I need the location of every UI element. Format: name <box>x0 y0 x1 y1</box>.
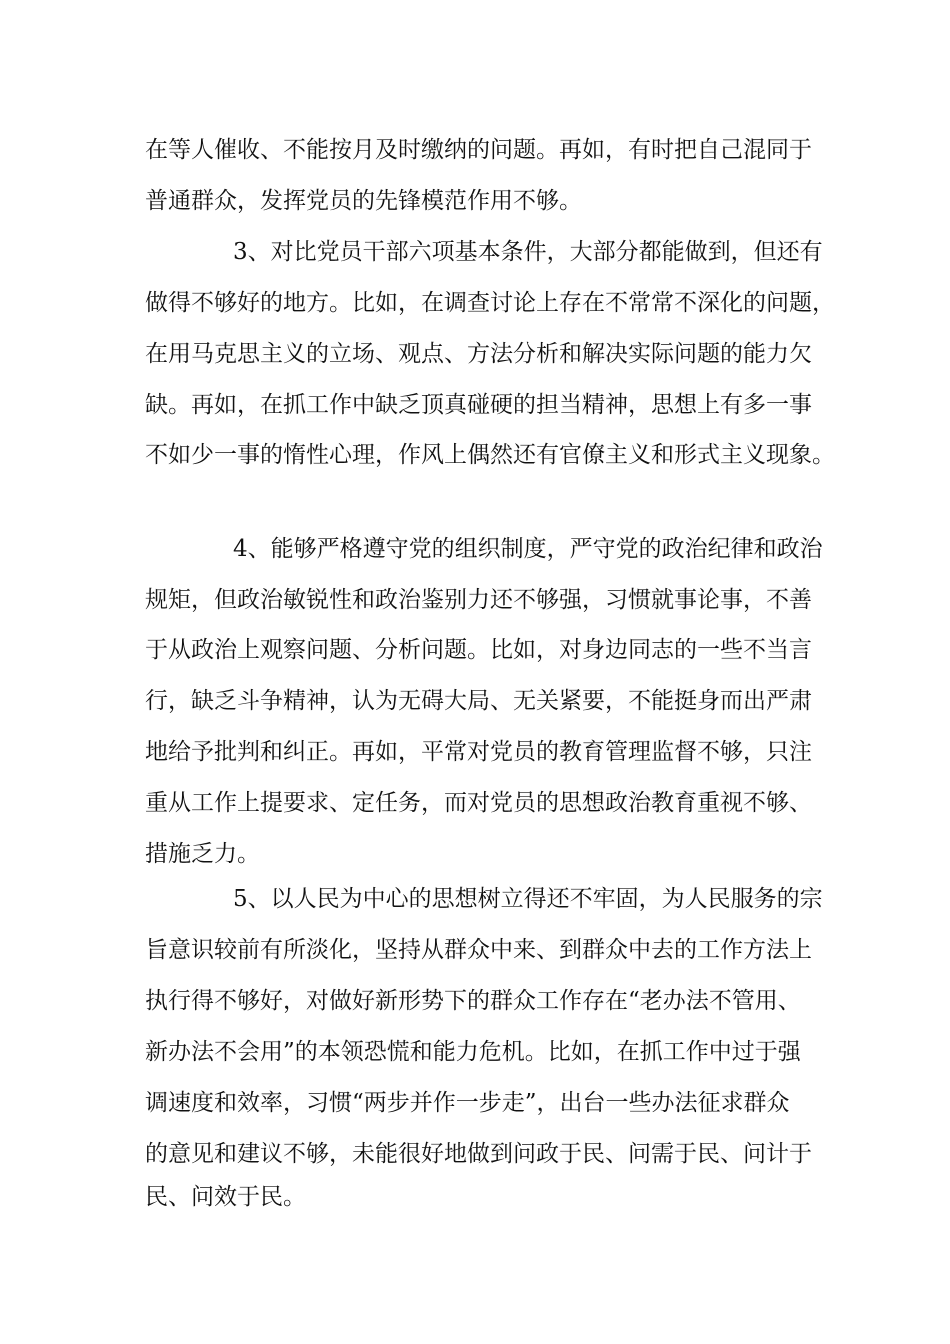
paragraph-4-line-3: 执行得不够好，对做好新形势下的群众工作存在“老办法不管用、 <box>145 988 801 1014</box>
paragraph-3-line-3: 于从政治上观察问题、分析问题。比如，对身边同志的一些不当言 <box>145 637 812 663</box>
paragraph-2-line-5: 不如少一事的惰性心理，作风上偶然还有官僚主义和形式主义现象。 <box>145 442 835 468</box>
paragraph-4-line-7: 民、问效于民。 <box>145 1184 306 1210</box>
paragraph-2-line-1: 3、对比党员干部六项基本条件，大部分都能做到，但还有 <box>233 239 823 265</box>
paragraph-2-line-3: 在用马克思主义的立场、观点、方法分析和解决实际问题的能力欠 <box>145 341 812 367</box>
paragraph-3-line-2: 规矩，但政治敏锐性和政治鉴别力还不够强，习惯就事论事，不善 <box>145 587 812 613</box>
paragraph-2-line-4: 缺。再如，在抓工作中缺乏顶真碰硬的担当精神，思想上有多一事 <box>145 392 812 418</box>
paragraph-4-line-4: 新办法不会用”的本领恐慌和能力危机。比如，在抓工作中过于强 <box>145 1039 801 1065</box>
paragraph-2-line-2: 做得不够好的地方。比如，在调查讨论上存在不常常不深化的问题， <box>145 290 835 316</box>
paragraph-4-line-6: 的意见和建议不够，未能很好地做到问政于民、问需于民、问计于 <box>145 1141 812 1167</box>
paragraph-1-line-2: 普通群众，发挥党员的先锋模范作用不够。 <box>145 188 582 214</box>
paragraph-4-line-5: 调速度和效率，习惯“两步并作一步走”，出台一些办法征求群众 <box>145 1090 790 1116</box>
paragraph-3-line-7: 措施乏力。 <box>145 841 260 867</box>
paragraph-1-line-1: 在等人催收、不能按月及时缴纳的问题。再如，有时把自己混同于 <box>145 137 812 163</box>
paragraph-4-line-1: 5、以人民为中心的思想树立得还不牢固，为人民服务的宗 <box>233 886 823 912</box>
paragraph-3-line-5: 地给予批判和纠正。再如，平常对党员的教育管理监督不够，只注 <box>145 739 812 765</box>
paragraph-3-line-6: 重从工作上提要求、定任务，而对党员的思想政治教育重视不够、 <box>145 790 812 816</box>
paragraph-3-line-4: 行，缺乏斗争精神，认为无碍大局、无关紧要，不能挺身而出严肃 <box>145 688 812 714</box>
paragraph-3-line-1: 4、能够严格遵守党的组织制度，严守党的政治纪律和政治 <box>233 536 823 562</box>
paragraph-4-line-2: 旨意识较前有所淡化，坚持从群众中来、到群众中去的工作方法上 <box>145 937 812 963</box>
